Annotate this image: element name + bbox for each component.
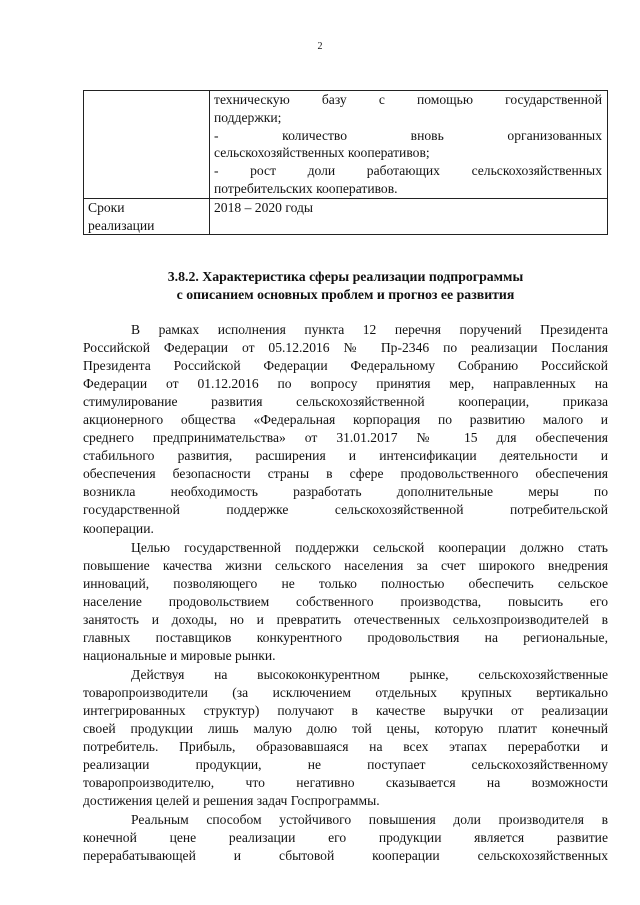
paragraph-line: среднего предпринимательства» от 31.01.2017 № 15 для обеспечения [83,430,608,446]
table-value-line: поддержки; [214,109,282,125]
section-heading-line: с описанием основных проблем и прогноз ее развития [176,287,515,302]
paragraph-line: своей продукции лишь малую долю той цены, которую платит конечный [83,721,608,737]
paragraph-line: национальные и мировые рынки. [83,647,276,663]
table-label-cell [84,198,210,235]
table-label-line: Сроки [88,199,125,215]
paragraph-line: занятость и доходы, но и превратить отечественных сельхозпроизводителей в [83,611,608,627]
table-row [84,198,608,235]
table-label-line: реализации [88,217,155,233]
table-value-line: 2018 – 2020 годы [214,199,314,215]
paragraph-line: акционерного общества «Федеральная корпорация по развитию малого и [83,412,608,428]
section-heading [83,268,608,304]
table-value-line: техническую базу с помощью государственной [214,92,602,107]
section-heading-line: 3.8.2. Характеристика сферы реализации подпрограммы [167,269,524,284]
paragraph-line: стимулирование развития сельскохозяйственной кооперации, приказа [83,394,608,410]
paragraph-line: достижения целей и решения задач Госпрограммы. [83,793,380,809]
paragraph-line: товаропроизводители (за исключением отдельных крупных вертикально [83,684,608,700]
table-value-line: - рост доли работающих сельскохозяйственных [214,163,602,179]
section-body [83,321,608,866]
paragraph-line: Реальным способом устойчивого повышения доли производителя в [131,812,608,828]
paragraph-line: население продовольствием собственного производства, повысить его [83,593,608,609]
page-number: 2 [317,41,323,52]
paragraph-line: кооперации. [83,520,154,536]
paragraph-line: возникла необходимость разработать дополнительные меры по [83,484,608,500]
paragraph-line: конечной цене реализации его продукции является развитие [83,830,608,846]
paragraph [83,539,608,665]
paragraph-line: интегрированных структур) получают в качестве выручки от реализации [83,702,608,718]
paragraph-line: государственной поддержке сельскохозяйственной потребительской [83,502,608,518]
paragraph-line: главных поставщиков конкурентного продовольствия на региональные, [83,629,608,645]
paragraph-line: повышение качества жизни сельского населения за счет широкого внедрения [83,557,608,573]
table-value-line: сельскохозяйственных кооперативов; [214,145,430,161]
table-value-cell [210,91,608,199]
paragraph [83,321,608,538]
paragraph-line: Действуя на высококонкурентном рынке, сельскохозяйственные [131,666,608,682]
paragraph-line: Президента Российской Федерации Федеральному Собранию Российской [83,358,608,374]
table-row [84,91,608,199]
paragraph [83,811,608,865]
paragraph-line: стабильного развития, расширения и интенсификации деятельности и [83,448,608,464]
program-info-table [83,90,608,235]
paragraph-line: Российской Федерации от 05.12.2016 № Пр-2346 по реализации Послания [83,340,608,356]
paragraph-line: перерабатывающей и сбытовой кооперации сельскохозяйственных [83,848,608,864]
table-label-cell [84,91,210,199]
paragraph-line: потребитель. Прибыль, образовавшаяся на всех этапах переработки и [83,739,608,755]
table-value-line: - количество вновь организованных [214,127,602,143]
paragraph-line: Федерации от 01.12.2016 по вопросу принятия мер, направленных на [83,376,608,392]
paragraph-line: Целью государственной поддержки сельской кооперации должно стать [131,539,608,555]
paragraph-line: товаропроизводителю, что негативно сказывается на возможности [83,775,608,791]
table-value-cell [210,198,608,235]
table-value-line: потребительских кооперативов. [214,180,398,196]
paragraph-line: реализации продукции, не поступает сельскохозяйственному [83,757,608,773]
paragraph-line: обеспечения безопасности страны в сфере продовольственного обеспечения [83,466,608,482]
paragraph-line: инноваций, позволяющего не только полностью обеспечить сельское [83,575,608,591]
paragraph-line: В рамках исполнения пункта 12 перечня поручений Президента [131,322,608,337]
paragraph [83,666,608,810]
